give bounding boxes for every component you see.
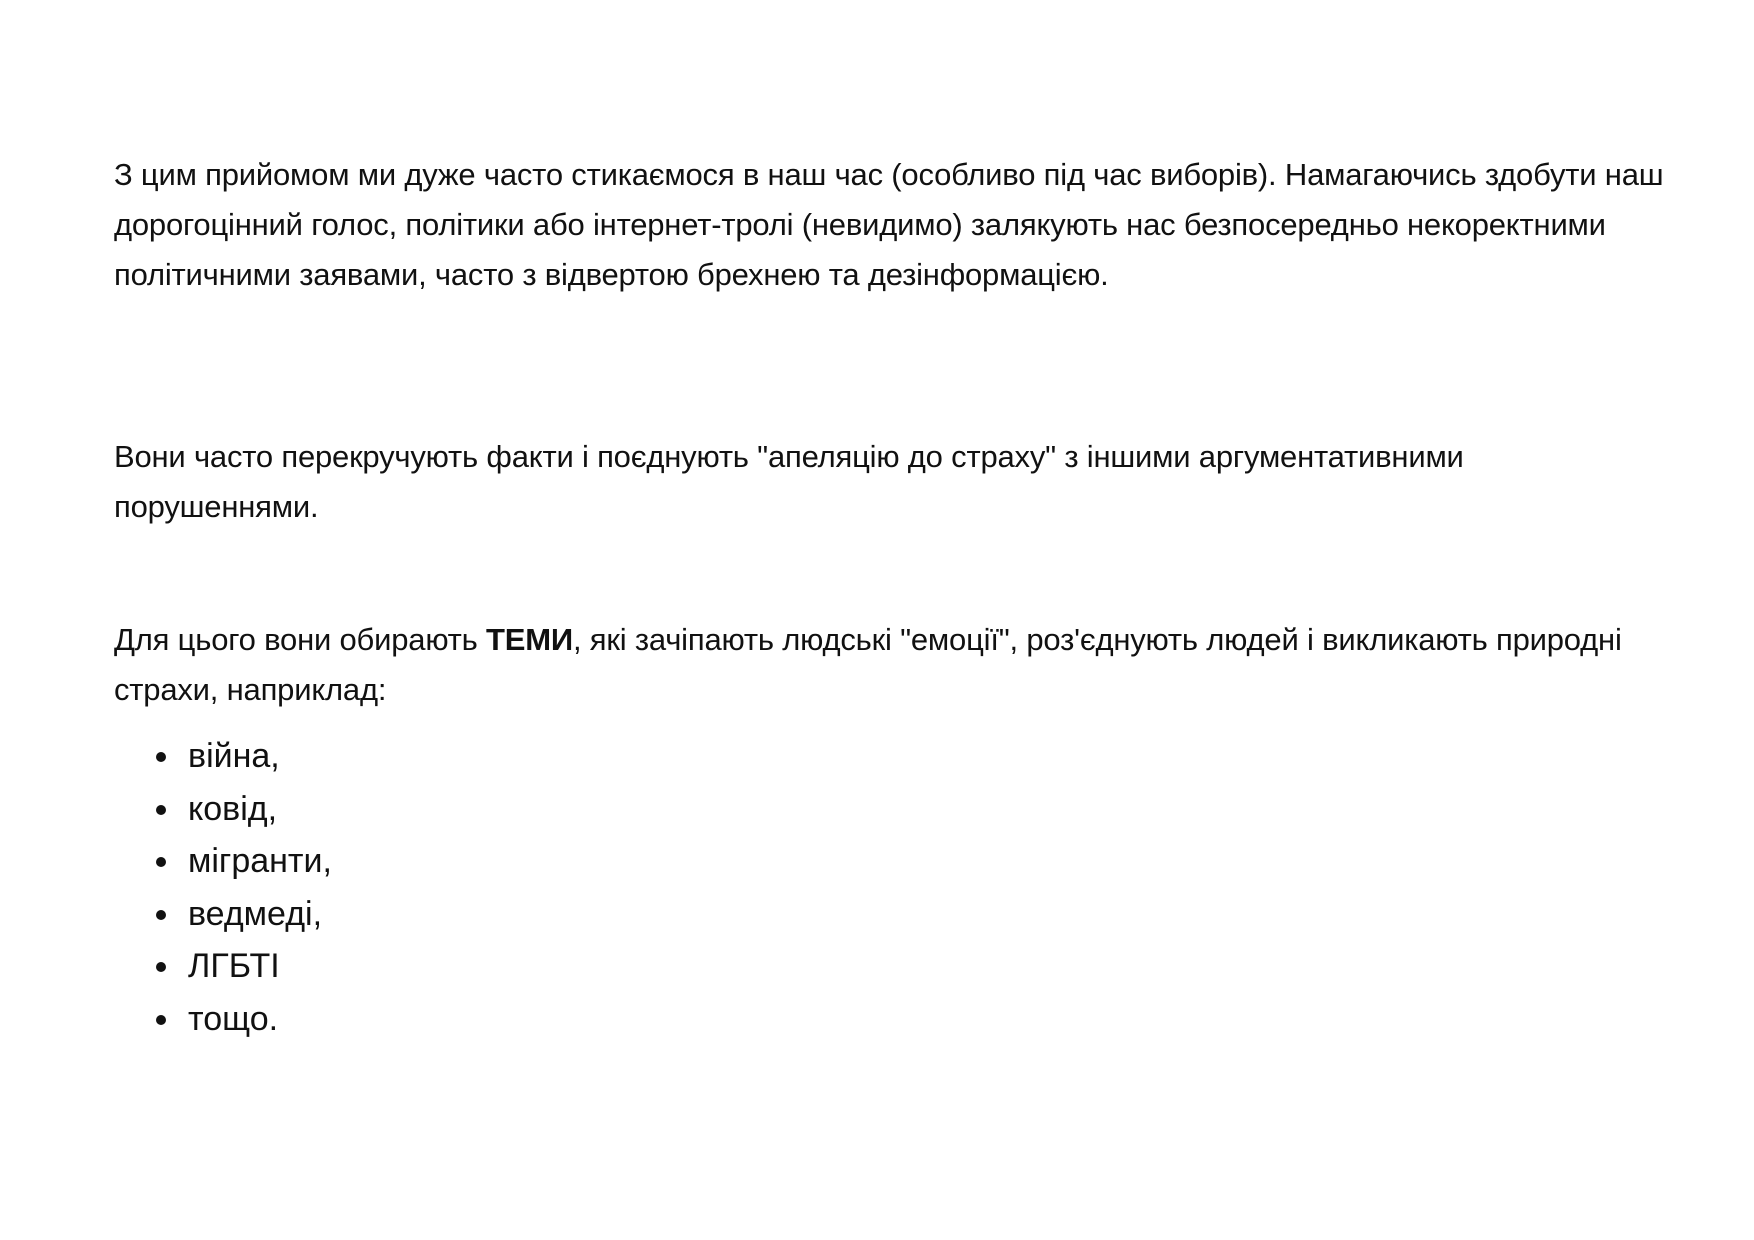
list-item-text: війна, [188,737,280,775]
paragraph-topics-lead: Для цього вони обирають [114,622,487,657]
paragraph-distortion [114,432,1674,532]
bullet-icon [156,1015,166,1025]
paragraph-topics [114,615,1674,715]
paragraph-intro [114,150,1674,300]
bullet-icon [156,752,166,762]
list-item-text: ведмеді, [188,894,323,933]
paragraph-topics-rest: , які зачіпають людські "емоції", роз'єднують людей і викликають природні страхи, наприклад: [114,622,1622,707]
paragraph-intro-text: З цим прийомом ми дуже часто стикаємося в наш час (особливо під час виборів). Намагаючись здобути наш дорогоцінний голос, політики або інтернет-тролі (невидимо) залякують нас безпосередньо некоректними політичними заявами, часто з відвертою брехнею та дезінформацією. [114,157,1664,292]
list-item [150,783,332,836]
list-item-text: ковід, [188,789,278,828]
list-item-text: мігранти, [188,842,332,880]
list-item [150,730,332,783]
list-item-text: тощо. [188,999,279,1038]
bullet-icon [156,910,166,920]
list-item [150,940,332,993]
list-item-text: ЛГБТІ [188,947,280,985]
list-item [150,993,332,1046]
paragraph-topics-emphasis: ТЕМИ [486,622,573,657]
list-item [150,835,332,888]
list-item [150,888,332,941]
bullet-icon [156,857,166,867]
topics-list [150,730,332,1045]
bullet-icon [156,962,166,972]
paragraph-distortion-text: Вони часто перекручують факти і поєднують "апеляцію до страху" з іншими аргументативними порушеннями. [114,439,1464,524]
bullet-icon [156,805,166,815]
